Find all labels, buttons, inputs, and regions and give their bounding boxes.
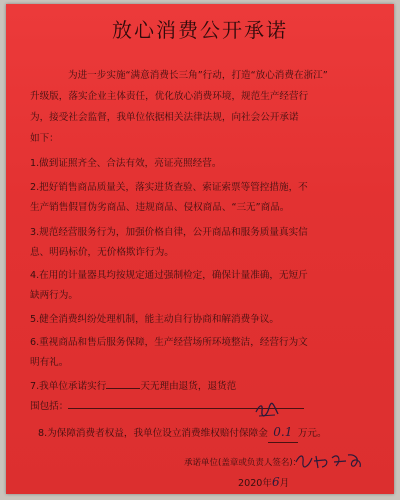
date-month: 6 — [272, 475, 280, 489]
deposit-amount-blank — [268, 424, 298, 443]
commitment-item-7-cont — [30, 399, 380, 415]
signature-date — [238, 474, 318, 492]
signature-icon — [294, 450, 364, 472]
intro-line: 升级版，落实企业主体责任，优化放心消费环境，规范生产经营行 — [30, 91, 309, 102]
commitment-item-3: 3.规范经营服务行为，加强价格自律，公开商品和服务质量真实信 — [30, 227, 308, 238]
return-days-blank — [106, 388, 140, 389]
intro-line: 为，接受社会监督，我单位依据相关法律法规，向社会公开承诺 — [30, 112, 299, 123]
commitment-item-4: 4.在用的计量器具均按规定通过强制检定，确保计量准确，无短斤 — [30, 270, 308, 281]
date-month-suffix: 月 — [279, 478, 290, 489]
commitment-item-8 — [38, 424, 388, 443]
commitment-sheet — [6, 4, 394, 494]
handwritten-mark-icon — [254, 402, 280, 420]
item-7-line2: 围包括： — [30, 401, 69, 412]
page-title: 放心消费公开承诺 — [112, 18, 288, 42]
signature-label: 承诺单位(盖章或负责人签名)： — [184, 458, 302, 468]
commitment-item-3-cont: 息、明码标价，无价格欺诈行为。 — [30, 247, 174, 258]
intro-line: 如下： — [30, 133, 59, 144]
item-8-pre: 8.为保障消费者权益，我单位设立消费维权赔付保障金 — [38, 428, 268, 439]
intro-line: 为进一步实施“满意消费长三角”行动，打造“放心消费在浙江” — [68, 70, 328, 81]
commitment-item-1: 1.做到证照齐全、合法有效，亮证亮照经营。 — [30, 158, 222, 169]
commitment-item-5: 5.健全消费纠纷处理机制，能主动自行协商和解消费争议。 — [30, 314, 279, 325]
item-7-post: 天无理由退货，退货范 — [140, 381, 237, 392]
commitment-item-2-cont: 生产销售假冒伪劣商品、违规商品、侵权商品、“三无”商品。 — [30, 202, 290, 213]
item-7-pre: 7.我单位承诺实行 — [30, 381, 107, 392]
commitment-item-6: 6.重视商品和售后服务保障，生产经营场所环境整洁，经营行为文 — [30, 337, 308, 348]
item-8-post: 万元。 — [297, 428, 327, 439]
commitment-item-6-cont: 明有礼。 — [30, 357, 69, 368]
commitment-item-2: 2.把好销售商品质量关，落实进货查验、索证索票等管控措施，不 — [30, 182, 308, 193]
date-year: 2020年 — [238, 478, 273, 489]
deposit-amount: 0.1 — [273, 425, 293, 439]
commitment-item-4-cont: 缺两行为。 — [30, 290, 78, 301]
commitment-item-7 — [30, 379, 380, 395]
